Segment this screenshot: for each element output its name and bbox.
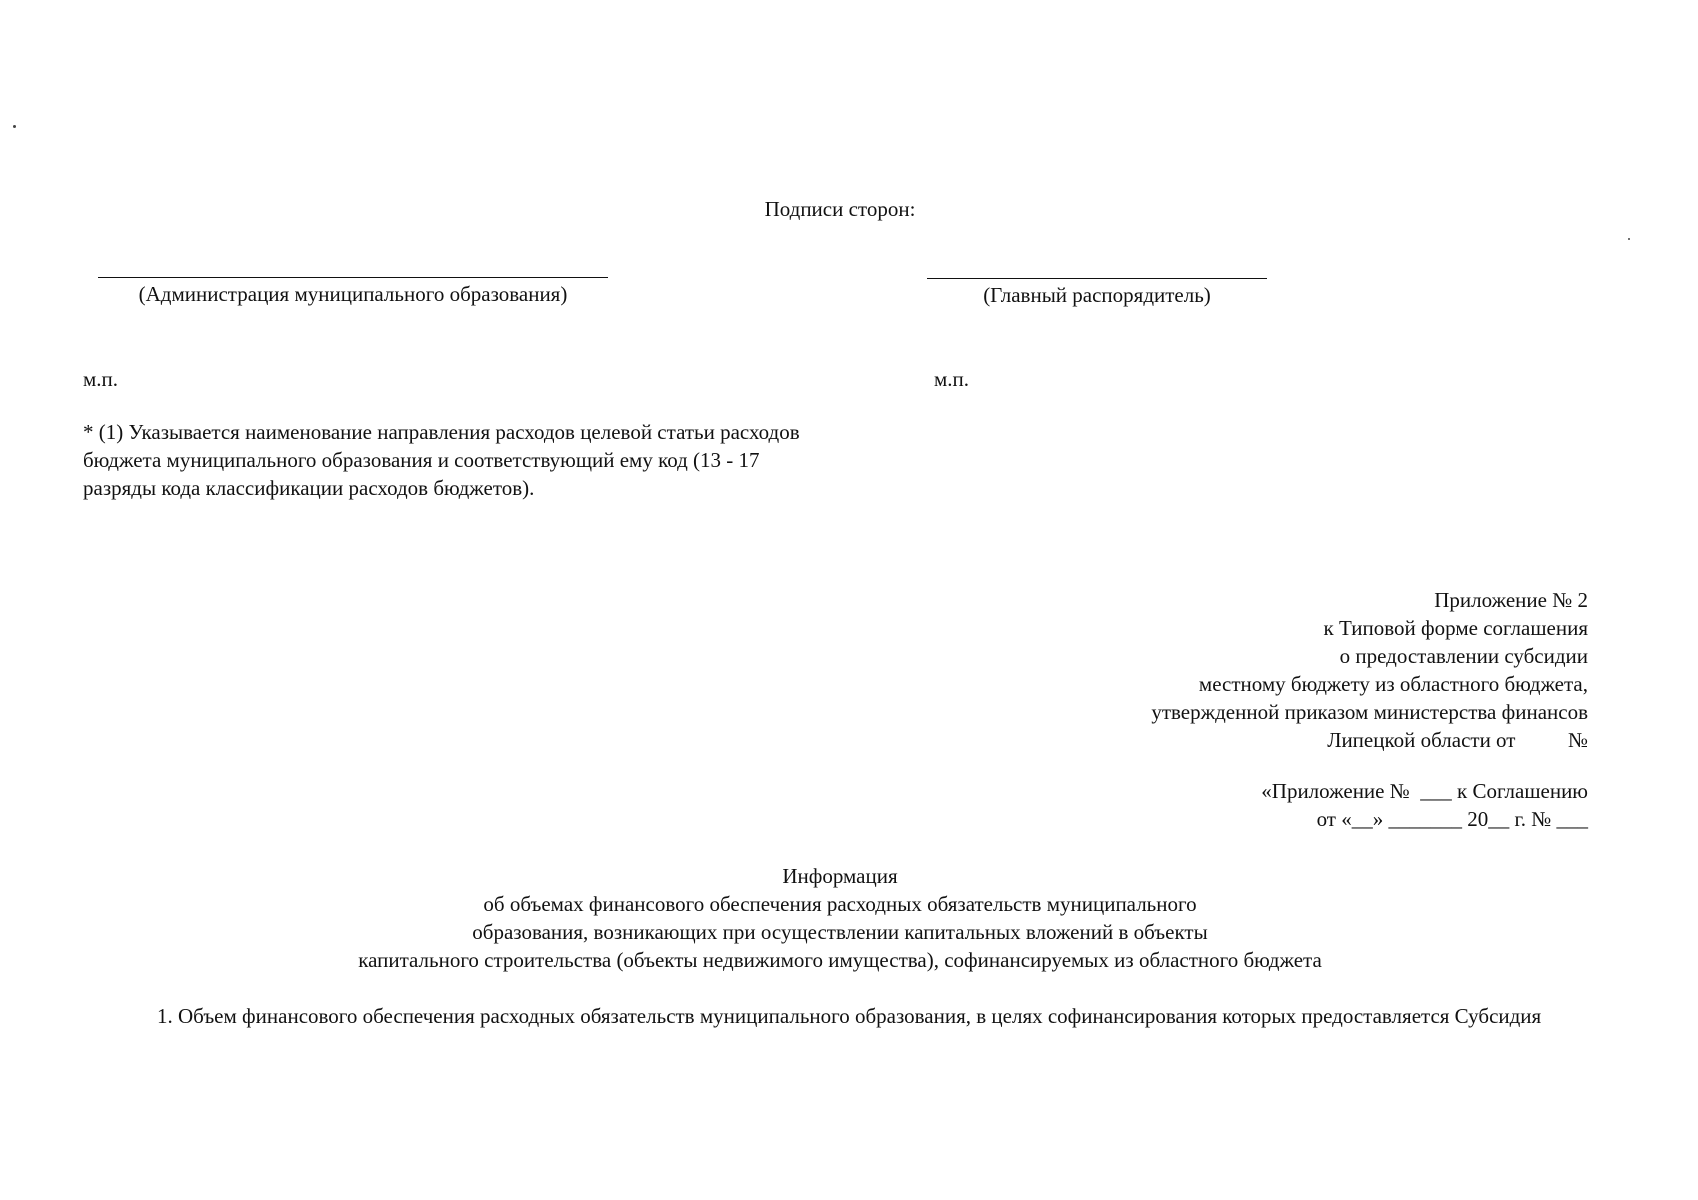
appendix-line: о предоставлении субсидии xyxy=(1339,644,1588,668)
info-title: Информация xyxy=(782,864,898,888)
agreement-appendix-header xyxy=(1261,777,1588,833)
footnote-line: разряды кода классификации расходов бюджетов). xyxy=(83,476,535,500)
main-manager-signature-caption: (Главный распорядитель) xyxy=(983,283,1211,307)
footnote-line: * (1) Указывается наименование направления расходов целевой статьи расходов xyxy=(83,420,800,444)
appendix-line: местному бюджету из областного бюджета, xyxy=(1198,672,1588,696)
scan-speck xyxy=(1628,238,1630,240)
admin-signature-line xyxy=(98,277,608,278)
admin-signature-caption: (Администрация муниципального образования) xyxy=(138,282,568,306)
admin-seal-place: м.п. xyxy=(83,367,119,391)
main-manager-seal-place: м.п. xyxy=(934,367,970,391)
appendix-line: к Типовой форме соглашения xyxy=(1323,616,1588,640)
info-subtitle xyxy=(0,890,1680,974)
appendix-line: Приложение № 2 xyxy=(1434,588,1588,612)
footnote-line: бюджета муниципального образования и соответствующий ему код (13 - 17 xyxy=(83,448,760,472)
signatures-title: Подписи сторон: xyxy=(764,197,916,221)
info-subtitle-line: об объемах финансового обеспечения расходных обязательств муниципального xyxy=(483,892,1197,916)
scan-speck xyxy=(13,125,16,128)
main-manager-signature-line xyxy=(927,278,1267,279)
footnote xyxy=(83,418,800,502)
section-1-paragraph: 1. Объем финансового обеспечения расходных обязательств муниципального образования, в целях софинансирования которых предоставляется Субсидия xyxy=(157,1004,1542,1028)
appendix-line: утвержденной приказом министерства финансов xyxy=(1151,700,1588,724)
agreement-line: от «__» _______ 20__ г. № ___ xyxy=(1316,807,1588,831)
info-subtitle-line: образования, возникающих при осуществлении капитальных вложений в объекты xyxy=(472,920,1208,944)
appendix-line: Липецкой области от № xyxy=(1327,728,1588,752)
agreement-line: «Приложение № ___ к Соглашению xyxy=(1261,779,1588,803)
appendix-header xyxy=(1151,586,1588,754)
info-subtitle-line: капитального строительства (объекты недвижимого имущества), софинансируемых из областного бюджета xyxy=(358,948,1322,972)
